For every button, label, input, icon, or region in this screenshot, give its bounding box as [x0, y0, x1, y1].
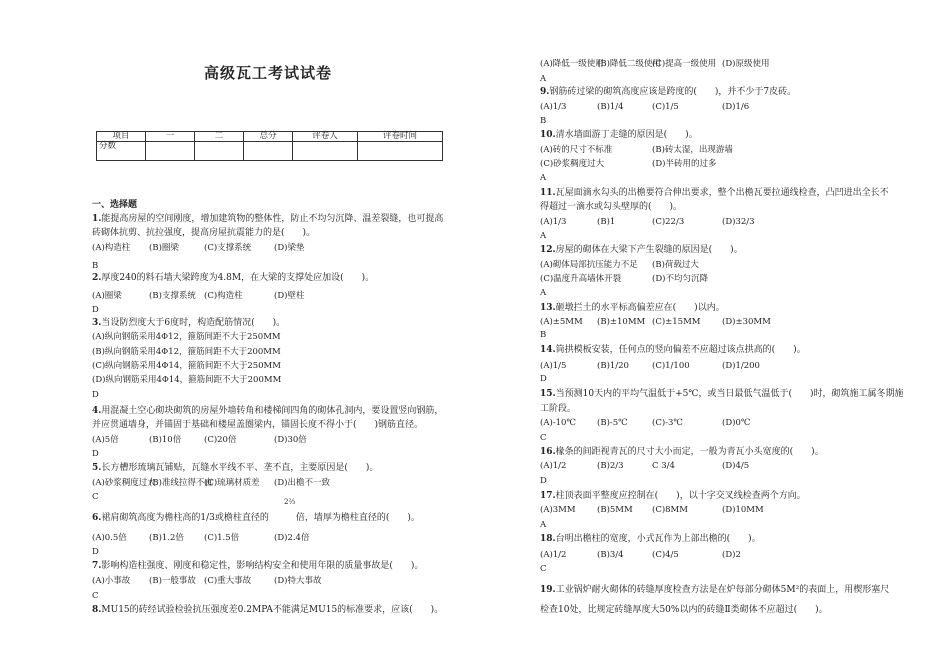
- question-body: 钢筋砖过梁的砌筑高度应该是跨度的( )，并不少于7皮砖。: [549, 87, 797, 97]
- option-choice[interactable]: (A)砂浆稠度过大: [92, 478, 156, 488]
- question-number: 7.: [92, 561, 102, 571]
- option-choice[interactable]: (A)圈梁: [92, 291, 122, 301]
- question-text: [92, 512, 420, 524]
- question-number: 2.: [92, 273, 102, 283]
- question-number: 15.: [540, 389, 556, 399]
- option-choice[interactable]: (B)降低二级使用: [597, 59, 661, 69]
- answer-key: B: [92, 261, 99, 271]
- answer-key: C: [540, 564, 547, 574]
- option-choice[interactable]: (A)1/2: [540, 550, 567, 560]
- option-choice[interactable]: (D)1/6: [722, 102, 750, 112]
- question-text: [92, 213, 443, 225]
- option-choice[interactable]: (A)小事故: [92, 576, 131, 586]
- question-text: [540, 446, 824, 458]
- option-choice[interactable]: (D)2: [722, 550, 741, 560]
- answer-key: D: [540, 476, 547, 486]
- question-body: 厚度240的料石墙大梁跨度为4.8M，在大梁的支撑处应加设( )。: [101, 273, 375, 283]
- option-choice[interactable]: (A)1/2: [540, 461, 567, 471]
- option-choice[interactable]: (A)1/3: [540, 102, 567, 112]
- question-text: [540, 129, 698, 141]
- question-body: 裙肩砌筑高度为檐柱高的1/3或檐柱直径的 倍，墙厚为檐柱直径的( )。: [101, 513, 420, 523]
- option-choice[interactable]: (B)1/4: [597, 102, 624, 112]
- option-choice[interactable]: (C)22/3: [652, 217, 685, 227]
- question-number: 10.: [540, 130, 556, 140]
- question-number: 12.: [540, 245, 556, 255]
- option-choice[interactable]: (D)壁柱: [274, 291, 305, 301]
- question-body: 砖砌体抗剪、抗拉强度，提高房屋抗震能力的是( )。: [92, 228, 316, 238]
- score-header-cell: 项目: [97, 132, 146, 142]
- question-number: 6.: [92, 513, 102, 523]
- option-choice[interactable]: C 3/4: [652, 461, 675, 471]
- question-number: 14.: [540, 345, 556, 355]
- option-choice[interactable]: (B)1: [597, 217, 616, 227]
- score-cell[interactable]: [293, 142, 358, 161]
- section-title: 一、选择题: [92, 200, 138, 210]
- option-choice[interactable]: (A)±5MM: [540, 317, 583, 327]
- question-body: MU15的砖经试验检验抗压强度差0.2MPA不能满足MU15的标准要求，应该( )。: [101, 605, 444, 615]
- score-table: [96, 131, 443, 161]
- question-text: [540, 388, 903, 400]
- score-cell[interactable]: [244, 142, 293, 161]
- option-choice[interactable]: (A)砌体局部抗压能力不足: [540, 260, 638, 270]
- option-choice[interactable]: (D)4/5: [722, 461, 750, 471]
- q6-fraction: 2⅔: [284, 498, 296, 506]
- option-choice[interactable]: (A)降低一级使用: [540, 59, 604, 69]
- question-number: 1.: [92, 214, 102, 224]
- question-body: 能提高房屋的空间刚度，增加建筑物的整体性，防止不均匀沉降、温差裂缝，也可提高: [101, 214, 444, 224]
- question-body: 影响构造柱强度、刚度和稳定性，影响结构安全和使用年限的质量事故是( )。: [101, 561, 424, 571]
- option-choice[interactable]: (A)3MM: [540, 505, 576, 515]
- answer-key: A: [540, 231, 547, 241]
- question-body: 工业锅炉耐火砌体的砖缝厚度检查方法是在炉每部分砌体5M²的表面上，用楔形塞尺: [555, 585, 890, 595]
- option-choice[interactable]: (A)1/5: [540, 361, 567, 371]
- answer-key: A: [540, 74, 547, 84]
- answer-key: D: [92, 305, 99, 315]
- question-body: 长方槽形琉璃瓦铺贴，瓦缝水平线不平、垄不直，主要原因是( )。: [101, 463, 379, 473]
- option-choice[interactable]: (B)3/4: [597, 550, 624, 560]
- score-table-value-row: [97, 142, 443, 161]
- option-choice[interactable]: (A)纵向钢筋采用4Φ12，箍筋间距不大于250MM: [92, 332, 281, 342]
- answer-key: C: [92, 591, 99, 601]
- option-choice[interactable]: (B)砖太湿，出现游墙: [652, 145, 733, 155]
- question-text: [92, 462, 378, 474]
- score-cell[interactable]: [358, 142, 443, 161]
- option-choice[interactable]: (D)2.4倍: [274, 533, 310, 543]
- score-header-cell: 总分: [244, 132, 293, 142]
- question-text: [540, 187, 889, 199]
- question-body: 当预测10天内的平均气温低于+5℃，或当日最低气温低于( )时，砌筑施工属冬期施: [555, 389, 904, 399]
- option-choice[interactable]: (C)8MM: [652, 505, 688, 515]
- score-header-cell: 评卷时间: [358, 132, 443, 142]
- option-choice[interactable]: (C)1.5倍: [204, 533, 240, 543]
- option-choice[interactable]: (B)圈梁: [149, 243, 179, 253]
- question-body: 得超过一滴水或勾头壁厚的( )。: [540, 202, 683, 212]
- option-choice[interactable]: (C)±15MM: [652, 317, 701, 327]
- question-number: 4.: [92, 406, 102, 416]
- score-table-header-row: [97, 132, 443, 142]
- option-choice[interactable]: (B)一般事故: [149, 576, 196, 586]
- option-choice[interactable]: (C)提高一级使用: [652, 59, 717, 69]
- score-row-label: 分数: [97, 142, 146, 161]
- question-text: [92, 419, 423, 431]
- option-choice[interactable]: (C)重大事故: [204, 576, 252, 586]
- option-choice[interactable]: (D)30倍: [274, 435, 307, 445]
- option-choice[interactable]: (C)-3℃: [652, 418, 683, 428]
- option-choice[interactable]: (B)2/3: [597, 461, 624, 471]
- option-choice[interactable]: (D)出檐不一致: [274, 478, 330, 488]
- answer-key: B: [540, 116, 547, 126]
- question-text: [540, 533, 761, 545]
- answer-key: C: [540, 433, 547, 443]
- option-choice[interactable]: (C)支撑系统: [204, 243, 252, 253]
- option-choice[interactable]: (C)20倍: [204, 435, 237, 445]
- question-number: 3.: [92, 318, 102, 328]
- option-choice[interactable]: (B)1.2倍: [149, 533, 184, 543]
- question-body: 工阶段。: [540, 404, 577, 414]
- exam-title: 高级瓦工考试试卷: [203, 64, 332, 82]
- score-header-cell: 评卷人: [293, 132, 358, 142]
- question-number: 8.: [92, 605, 102, 615]
- question-text: [540, 403, 576, 415]
- question-text: [540, 584, 889, 596]
- option-choice[interactable]: (C)纵向钢筋采用4Φ14，箍筋间距不大于250MM: [92, 361, 281, 371]
- option-choice[interactable]: (D)不均匀沉降: [652, 274, 708, 284]
- option-choice[interactable]: (C)琉璃材质差: [204, 478, 260, 488]
- option-choice[interactable]: (B)±10MM: [597, 317, 646, 327]
- option-choice[interactable]: (B)准线拉得不直: [149, 478, 213, 488]
- question-number: 13.: [540, 303, 556, 313]
- score-cell[interactable]: [146, 142, 195, 161]
- option-choice[interactable]: (B)1/20: [597, 361, 629, 371]
- answer-key: D: [92, 547, 99, 557]
- option-choice[interactable]: (A)构造柱: [92, 243, 131, 253]
- answer-key: D: [92, 390, 99, 400]
- question-body: 并应贯通墙身，并锚固于基础和楼屋盖圈梁内，锚固长度不得小于( )钢筋直径。: [92, 420, 424, 430]
- option-choice[interactable]: (C)1/5: [652, 102, 679, 112]
- question-text: [540, 201, 682, 213]
- answer-key: B: [540, 330, 547, 340]
- question-body: 房屋的砌体在大梁下产生裂缝的原因是( )。: [555, 245, 743, 255]
- question-body: 当设防烈度大于6度时，构造配筋情况( )。: [101, 318, 286, 328]
- answer-key: A: [540, 173, 547, 183]
- question-text: [92, 317, 285, 329]
- answer-key: A: [540, 288, 547, 298]
- question-number: 19.: [540, 585, 556, 595]
- question-text: [540, 244, 743, 256]
- question-body: 砸墩拦土的水平标高偏差应在( )以内。: [555, 303, 725, 313]
- answer-key: D: [92, 449, 99, 459]
- option-choice[interactable]: (B)荷载过大: [652, 260, 699, 270]
- answer-key: C: [92, 492, 99, 502]
- option-choice[interactable]: (D)半砖用的过多: [652, 159, 717, 169]
- question-text: [540, 302, 725, 314]
- option-choice[interactable]: (D)纵向钢筋采用4Φ14，箍筋间距不大于200MM: [92, 375, 282, 385]
- option-choice[interactable]: (C)4/5: [652, 550, 679, 560]
- question-number: 11.: [540, 188, 556, 198]
- option-choice[interactable]: (A)-10℃: [540, 418, 576, 428]
- option-choice[interactable]: (D)梁垫: [274, 243, 305, 253]
- option-choice[interactable]: (D)原级使用: [722, 59, 770, 69]
- option-choice[interactable]: (B)纵向钢筋采用4Φ12，箍筋间距不大于200MM: [92, 347, 281, 357]
- option-choice[interactable]: (A)0.5倍: [92, 533, 127, 543]
- score-header-cell: 一: [146, 132, 195, 142]
- question-text: [540, 344, 806, 356]
- question-body: 椽条的间距视青瓦的尺寸大小而定，一般为青瓦小头宽度的( )。: [555, 447, 824, 457]
- option-choice[interactable]: (D)10MM: [722, 505, 764, 515]
- question-number: 18.: [540, 534, 556, 544]
- question-text: [540, 604, 828, 616]
- option-choice[interactable]: (D)32/3: [722, 217, 755, 227]
- question-body: 瓦屋面滴水勾头的出檐要符合伸出要求，整个出檐瓦要拉通线检查，凸凹进出全长不: [555, 188, 889, 198]
- question-number: 17.: [540, 491, 556, 501]
- question-text: [540, 490, 806, 502]
- option-choice[interactable]: (C)温度升高墙体开裂: [540, 274, 622, 284]
- option-choice[interactable]: (A)5倍: [92, 435, 119, 445]
- question-body: 台明出檐柱的宽度，小式瓦作为上部出檐的( )。: [555, 534, 761, 544]
- option-choice[interactable]: (D)0℃: [722, 418, 751, 428]
- option-choice[interactable]: (B)10倍: [149, 435, 182, 445]
- option-choice[interactable]: (C)砂浆稠度过大: [540, 159, 605, 169]
- answer-key: D: [540, 374, 547, 384]
- question-text: [92, 272, 374, 284]
- question-number: 5.: [92, 463, 102, 473]
- option-choice[interactable]: (A)砖的尺寸不标准: [540, 145, 613, 155]
- option-choice[interactable]: (B)5MM: [597, 505, 633, 515]
- option-choice[interactable]: (C)1/100: [652, 361, 690, 371]
- question-text: [92, 227, 315, 239]
- question-body: 柱顶表面平整度应控制在( )，以十字交叉线检查两个方向。: [555, 491, 806, 501]
- question-number: 9.: [540, 87, 550, 97]
- option-choice[interactable]: (A)1/3: [540, 217, 567, 227]
- option-choice[interactable]: (B)-5℃: [597, 418, 628, 428]
- question-body: 清水墙面游丁走缝的原因是( )。: [555, 130, 698, 140]
- option-choice[interactable]: (D)1/200: [722, 361, 760, 371]
- answer-key: A: [540, 520, 547, 530]
- question-text: [540, 86, 796, 98]
- score-header-cell: 二: [195, 132, 244, 142]
- question-text: [92, 560, 423, 572]
- question-number: 16.: [540, 447, 556, 457]
- option-choice[interactable]: (B)支撑系统: [149, 291, 196, 301]
- option-choice[interactable]: (D)±30MM: [722, 317, 771, 327]
- question-text: [92, 405, 443, 417]
- option-choice[interactable]: (C)构造柱: [204, 291, 243, 301]
- question-body: 检查10处，比规定砖缝厚度大50%以内的砖缝Ⅱ类砌体不应超过( )。: [540, 605, 828, 615]
- option-choice[interactable]: (D)特大事故: [274, 576, 322, 586]
- question-body: 用混凝土空心砌块砌筑的房屋外墙转角和楼梯间四角的砌体孔洞内，要设置竖向钢筋，: [101, 406, 444, 416]
- score-cell[interactable]: [195, 142, 244, 161]
- question-body: 筒拱模板安装，任何点的竖向偏差不应超过该点拱高的( )。: [555, 345, 806, 355]
- question-text: [92, 604, 443, 616]
